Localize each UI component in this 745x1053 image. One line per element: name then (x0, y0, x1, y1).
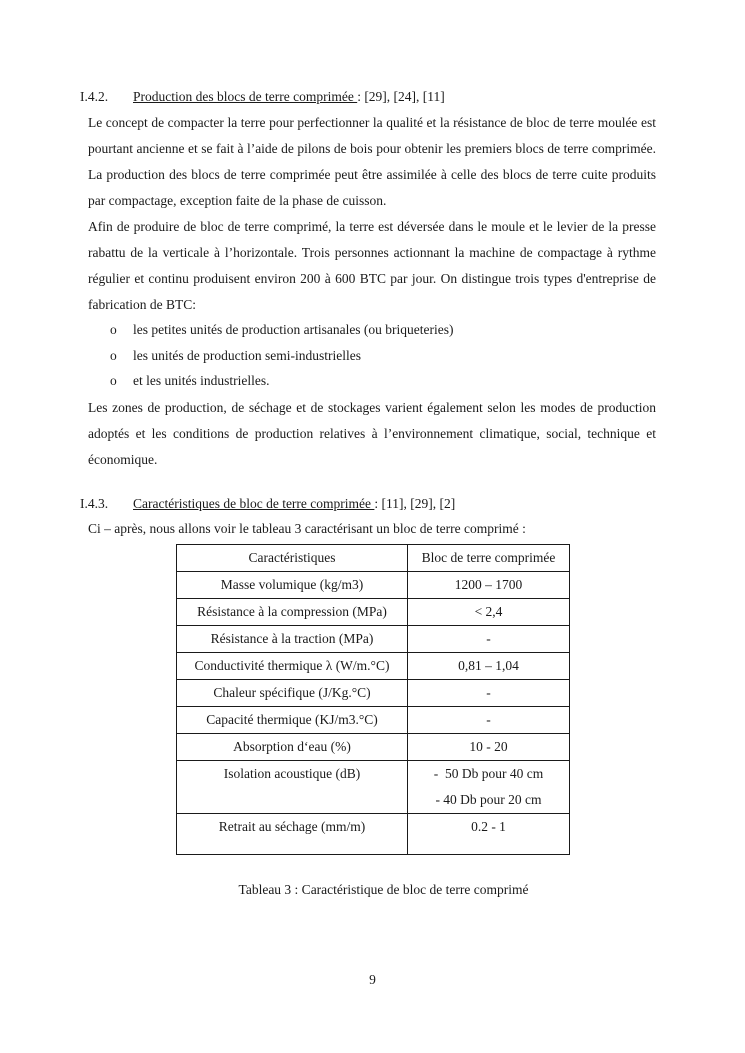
section-refs: : [11], [29], [2] (374, 496, 456, 511)
value-line: - 50 Db pour 40 cm (433, 766, 544, 781)
paragraph-concept: Le concept de compacter la terre pour perfectionner la qualité et la résistance de bloc de terre moulée est pourtant ancienne et se fait à l’aide de pilons de bois pour obtenir les premiers blocs de terre comprimée. La production des blocs de terre comprimée peut être assimilée à celle des blocs de terre cuite produits par compactage, exception faite de la phase de cuisson. (88, 115, 656, 208)
characteristic-cell: Absorption d‘eau (%) (177, 734, 408, 761)
section-number: I.4.3. (80, 496, 109, 511)
bullet-marker: o (110, 373, 117, 388)
column-header: Caractéristiques (177, 545, 408, 572)
section-number: I.4.2. (80, 89, 109, 104)
paragraph-zones: Les zones de production, de séchage et de stockages varient également selon les modes de production adoptés et les conditions de production relatives à l’environnement climatique, social, technique et économique. (88, 400, 656, 467)
bullet-marker: o (110, 347, 117, 363)
value-cell: - (408, 680, 570, 707)
value-cell (408, 761, 570, 814)
section-refs: : [29], [24], [11] (357, 89, 445, 104)
characteristic-cell: Résistance à la traction (MPa) (177, 626, 408, 653)
characteristics-table (176, 544, 570, 855)
table-row (177, 626, 570, 653)
table-row (177, 814, 570, 855)
section-heading-4-3 (80, 496, 455, 512)
value-cell: - (408, 707, 570, 734)
table-intro: Ci – après, nous allons voir le tableau 3 caractérisant un bloc de terre comprimé : (88, 521, 526, 536)
column-header: Bloc de terre comprimée (408, 545, 570, 572)
table-row (177, 761, 570, 814)
list-item: o et les unités industrielles. (110, 368, 454, 394)
section-title: Caractéristiques de bloc de terre comprimée (133, 496, 375, 511)
table-row (177, 734, 570, 761)
characteristic-cell: Conductivité thermique λ (W/m.°C) (177, 653, 408, 680)
section-title: Production des blocs de terre comprimée (133, 89, 358, 104)
characteristic-cell: Retrait au séchage (mm/m) (177, 814, 408, 855)
table-row (177, 707, 570, 734)
paragraph-production: Afin de produire de bloc de terre comprimé, la terre est déversée dans le moule et le levier de la presse rabattu de la verticale à l’horizontale. Trois personnes actionnant la machine de compactage à rythme régulier et continu produisent environ 200 à 600 BTC par jour. On distingue trois types d'entreprise de fabrication de BTC: (88, 219, 656, 312)
list-item: o les unités de production semi-industrielles (110, 343, 454, 369)
value-cell: 0.2 - 1 (408, 814, 570, 855)
value-cell: 10 - 20 (408, 734, 570, 761)
characteristic-cell: Résistance à la compression (MPa) (177, 599, 408, 626)
table-row (177, 572, 570, 599)
value-cell: 0,81 – 1,04 (408, 653, 570, 680)
characteristic-cell: Chaleur spécifique (J/Kg.°C) (177, 680, 408, 707)
characteristic-cell: Isolation acoustique (dB) (177, 761, 408, 814)
list-item: o les petites unités de production artisanales (ou briqueteries) (110, 317, 454, 343)
table-row (177, 680, 570, 707)
value-cell: 1200 – 1700 (408, 572, 570, 599)
page-number: 9 (369, 972, 376, 987)
section-heading-4-2 (80, 89, 445, 105)
characteristic-cell: Capacité thermique (KJ/m3.°C) (177, 707, 408, 734)
table-row (177, 599, 570, 626)
bullet-marker: o (110, 322, 117, 337)
table-caption: Tableau 3 : Caractéristique de bloc de terre comprimé (238, 882, 529, 897)
characteristic-cell: Masse volumique (kg/m3) (177, 572, 408, 599)
value-line: - 40 Db pour 20 cm (435, 792, 542, 807)
table-row (177, 653, 570, 680)
production-types-list (110, 317, 454, 394)
table-header-row (177, 545, 570, 572)
value-cell: - (408, 626, 570, 653)
value-cell: < 2,4 (408, 599, 570, 626)
